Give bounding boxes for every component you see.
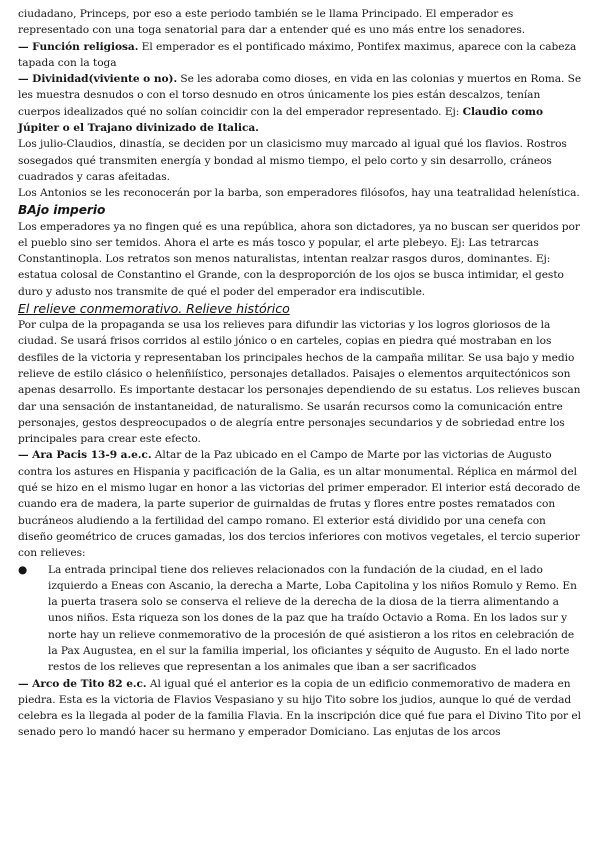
funcion-religiosa-text: El emperador es el pontificado máximo, Pontifex maximus, aparece con la cabeza tapada con la toga — [18, 40, 577, 69]
paragraph-principado: ciudadano, Princeps, por eso a este periodo también se le llama Principado. El emperador es representado con una toga senatorial para dar a entender qué es uno más entre los senadores. — [18, 8, 526, 37]
bullet-icon: ● — [18, 563, 28, 576]
paragraph-divinidad — [18, 71, 582, 136]
divinidad-examples: Claudio como Júpiter o el Trajano divinizado de Italica. — [18, 105, 543, 135]
list-item-text: La entrada principal tiene dos relieves relacionados con la fundación de la ciudad, en el lado izquierdo a Eneas con Ascanio, la derecha a Marte, Loba Capitolina y los niños Romulo y Remo. En la puerta trasera solo se conserva el relieve de la derecha de la diosa de la tierra alimentando a unos niños. Esta riqueza son los dones de la paz que ha traído Octavio a Roma. En los lados sur y norte hay un relieve conmemorativo de la procesión de qué asistieron a los ritos en celebración de la Pax Augustea, en el sur la familia imperial, los oficiantes y séquito de Augusto. En el lado norte restos de los relieves que representan a los animales que iban a ser sacrificados — [48, 563, 577, 674]
ara-pacis-text: Altar de la Paz ubicado en el Campo de Marte por las victorias de Augusto contra los astures en Hispania y pacificación de la Galia, es un altar monumental. Réplica en mármol del qué se hizo en el mismo lugar en honor a las victorias del primer emperador. El interior está decorado de cuando era de madera, la parte superior de guirnaldas de frutas y flores entre postes rematados con bucráneos aludiendo a la fertilidad del campo romano. El exterior está dividido por una cenefa con diseño geométrico de cruces gamadas, los dos tercios inferiores con motivos vegetales, el tercio superior con relieves: — [18, 449, 581, 560]
arco-de-tito-label: — Arco de Tito 82 e.c. — [18, 677, 147, 690]
paragraph-ara-pacis — [18, 447, 582, 561]
heading-relieve-conmemorativo: El relieve conmemorativo. Relieve histórico — [18, 301, 290, 317]
list-item — [18, 562, 582, 676]
ara-pacis-label: — Ara Pacis 13-9 a.e.c. — [18, 449, 152, 462]
paragraph-antonios: Los Antonios se les reconocerán por la barba, son emperadores filósofos, hay una teatralidad helenística. — [18, 187, 580, 200]
paragraph-relieve: Por culpa de la propaganda se usa los relieves para difundir las victorias y los logros gloriosos de la ciudad. Se usará frisos corridos al estilo jónico o en carteles, copias en piedra qué mostraban en los desfiles de la victoria y representaban los principales hechos de la campaña militar. Se usa bajo y medio relieve de estilo clásico o helenñiístico, personajes detallados. Paisajes o elementos arquitectónicos son apenas desarrollo. Es importante destacar los personajes dependiendo de su estatus. Los relieves buscan dar una sensación de instantaneidad, de naturalismo. Se usarán recursos como la comunicación entre personajes, gestos despreocupados o de alegría entre personajes secundarios y de sobriedad entre los principales para crear este efecto. — [18, 319, 581, 446]
heading-bajo-imperio: BAjo imperio — [18, 202, 106, 217]
paragraph-arco-de-tito — [18, 676, 582, 741]
arco-de-tito-text: Al igual qué el anterior es la copia de un edificio conmemorativo de madera en piedra. Esta es la victoria de Flavios Vespasiano y su hijo Tito sobre los judios, aunque lo qué de verdad celebra es la llegada al poder de la familia Flavia. En la inscripción dice qué fue para el Divino Tito por el senado pero lo mandó hacer su hermano y emperador Domiciano. Las enjutas de los arcos — [18, 677, 581, 739]
divinidad-text: Se les adoraba como dioses, en vida en las colonias y muertos en Roma. Se les muestra desnudos o con el torso desnudo en otros únicamente los pies están descalzos, tenían cuerpos idealizados qué no solían coincidir con la del emperador representado. Ej: — [18, 73, 582, 118]
paragraph-bajo-imperio: Los emperadores ya no fingen qué es una república, ahora son dictadores, ya no buscan ser queridos por el pueblo sino ser temidos. Ahora el arte es más tosco y popular, el arte plebeyo. Ej: Las tetrarcas Constantinopla. Los retratos son menos naturalistas, intentan realzar rasgos duros, dominantes. Ej: estatua colosal de Constantino el Grande, con la desproporción de los ojos se busca intimidar, el gesto duro y adusto nos transmite de qué el poder del emperador era indiscutible. — [18, 220, 580, 298]
funcion-religiosa-label: — Función religiosa. — [18, 40, 139, 53]
paragraph-funcion-religiosa — [18, 39, 582, 72]
paragraph-julio-claudios: Los julio-Claudios, dinastía, se deciden por un clasicismo muy marcado al igual qué los flavios. Rostros sosegados qué transmiten energía y bondad al mismo tiempo, el pelo corto y sin desarrollo, cráneos cuadrados y caras afeitadas. — [18, 138, 567, 183]
divinidad-label: — Divinidad(viviente o no). — [18, 73, 178, 86]
